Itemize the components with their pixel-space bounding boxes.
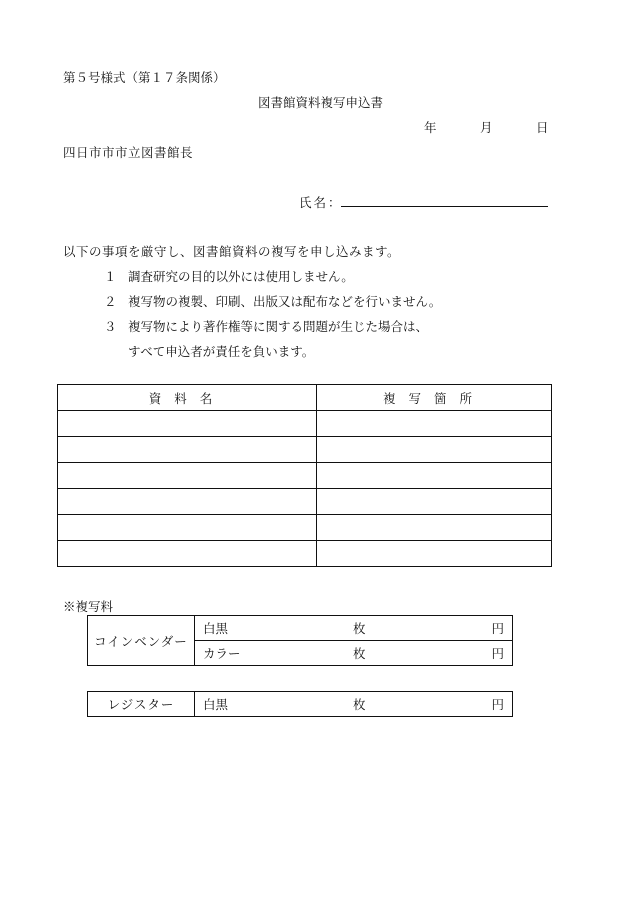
rule-number-1: １ xyxy=(104,269,117,284)
header-material-name: 資料名 xyxy=(58,385,317,411)
material-name-cell[interactable] xyxy=(58,489,317,515)
rule-text-3-continued: すべて申込者が責任を負います。 xyxy=(128,344,315,359)
header-copy-location: 複写箇所 xyxy=(317,385,552,411)
rule-text-2: 複写物の複製、印刷、出版又は配布などを行いません。 xyxy=(128,294,442,309)
table-row xyxy=(58,463,552,489)
rule-text-1: 調査研究の目的以外には使用しません。 xyxy=(128,269,354,284)
intro-text: 以下の事項を厳守し、図書館資料の複写を申し込みます。 xyxy=(63,244,401,259)
sheets-unit: 枚 xyxy=(353,621,366,636)
rule-text-3: 複写物により著作権等に関する問題が生じた場合は、 xyxy=(128,319,429,334)
material-name-cell[interactable] xyxy=(58,515,317,541)
copy-location-cell[interactable] xyxy=(317,437,552,463)
copy-location-cell[interactable] xyxy=(317,489,552,515)
fee-cell xyxy=(195,641,513,666)
request-table-header xyxy=(58,385,552,411)
coin-vendor-fee-table xyxy=(87,615,513,666)
yen-unit: 円 xyxy=(491,621,504,636)
yen-unit: 円 xyxy=(491,646,504,661)
fee-cell xyxy=(195,616,513,641)
table-row xyxy=(58,411,552,437)
rule-number-3: ３ xyxy=(104,319,117,334)
date-month-label: 月 xyxy=(480,120,493,135)
name-label: 氏名： xyxy=(299,195,343,210)
request-table xyxy=(57,384,552,567)
copy-type-label: 白黒 xyxy=(203,697,229,712)
date-day-label: 日 xyxy=(536,120,549,135)
copy-location-cell[interactable] xyxy=(317,515,552,541)
fee-cell xyxy=(195,692,513,717)
name-signature-line[interactable] xyxy=(341,206,548,207)
material-name-cell[interactable] xyxy=(58,541,317,567)
material-name-cell[interactable] xyxy=(58,411,317,437)
fee-row xyxy=(88,692,513,717)
copy-type-label: カラー xyxy=(203,646,241,661)
material-name-cell[interactable] xyxy=(58,463,317,489)
copy-location-cell[interactable] xyxy=(317,411,552,437)
material-name-cell[interactable] xyxy=(58,437,317,463)
table-row xyxy=(58,489,552,515)
date-year-label: 年 xyxy=(424,120,437,135)
copy-location-cell[interactable] xyxy=(317,463,552,489)
register-fee-table xyxy=(87,691,513,717)
rule-number-2: ２ xyxy=(104,294,117,309)
table-row xyxy=(58,437,552,463)
table-row xyxy=(58,515,552,541)
fee-row xyxy=(88,616,513,641)
fee-heading: ※複写料 xyxy=(63,599,114,614)
addressee: 四日市市市立図書館長 xyxy=(63,145,194,160)
table-row xyxy=(58,541,552,567)
yen-unit: 円 xyxy=(491,697,504,712)
sheets-unit: 枚 xyxy=(353,646,366,661)
form-title: 図書館資料複写申込書 xyxy=(258,95,384,110)
coin-vendor-label: コインベンダー xyxy=(88,616,195,666)
sheets-unit: 枚 xyxy=(353,697,366,712)
copy-location-cell[interactable] xyxy=(317,541,552,567)
form-number: 第５号様式（第１７条関係） xyxy=(63,70,226,85)
copy-type-label: 白黒 xyxy=(203,621,229,636)
register-label: レジスター xyxy=(88,692,195,717)
